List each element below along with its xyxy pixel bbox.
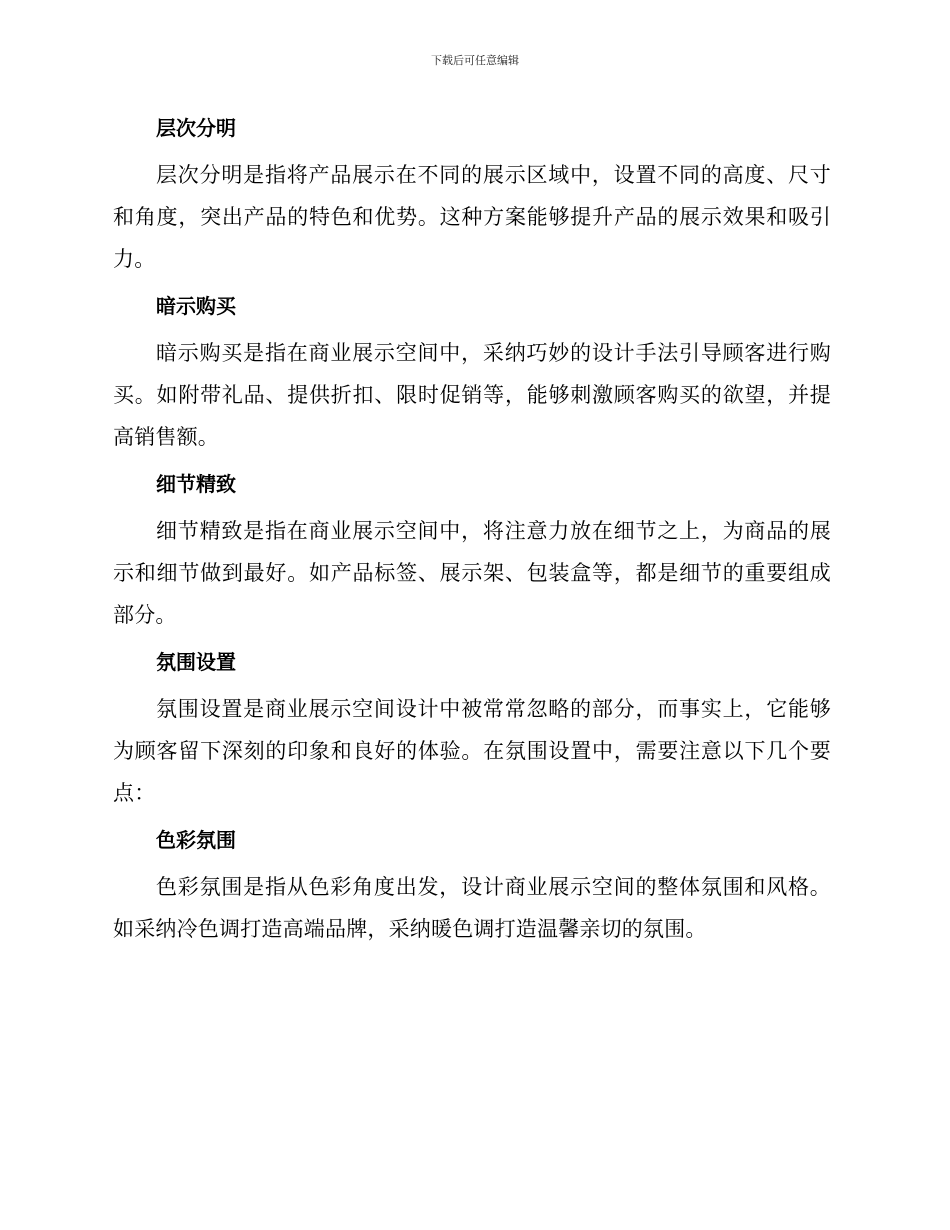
- section-detail: [113, 464, 831, 636]
- section-title: 细节精致: [156, 472, 236, 496]
- section-suggestive-purchase: [113, 286, 831, 458]
- section-layering: [113, 108, 831, 280]
- section-paragraph: 色彩氛围是指从色彩角度出发，设计商业展示空间的整体氛围和风格。如采纳冷色调打造高端品牌，采纳暖色调打造温馨亲切的氛围。: [113, 875, 831, 941]
- section-paragraph: 层次分明是指将产品展示在不同的展示区域中，设置不同的高度、尺寸和角度，突出产品的特色和优势。这种方案能够提升产品的展示效果和吸引力。: [113, 163, 831, 271]
- document-body: [113, 108, 831, 956]
- header-note: 下载后可任意编辑: [431, 54, 519, 67]
- section-color-atmosphere: [113, 820, 831, 950]
- section-title: 层次分明: [156, 116, 236, 140]
- section-paragraph: 细节精致是指在商业展示空间中，将注意力放在细节之上，为商品的展示和细节做到最好。如产品标签、展示架、包装盒等，都是细节的重要组成部分。: [113, 519, 831, 627]
- section-title: 暗示购买: [156, 294, 236, 318]
- section-paragraph: 氛围设置是商业展示空间设计中被常常忽略的部分，而事实上，它能够为顾客留下深刻的印象和良好的体验。在氛围设置中，需要注意以下几个要点：: [113, 697, 831, 805]
- section-paragraph: 暗示购买是指在商业展示空间中，采纳巧妙的设计手法引导顾客进行购买。如附带礼品、提供折扣、限时促销等，能够刺激顾客购买的欲望，并提高销售额。: [113, 341, 831, 449]
- section-atmosphere: [113, 642, 831, 814]
- section-title: 色彩氛围: [156, 828, 236, 852]
- section-title: 氛围设置: [156, 650, 236, 674]
